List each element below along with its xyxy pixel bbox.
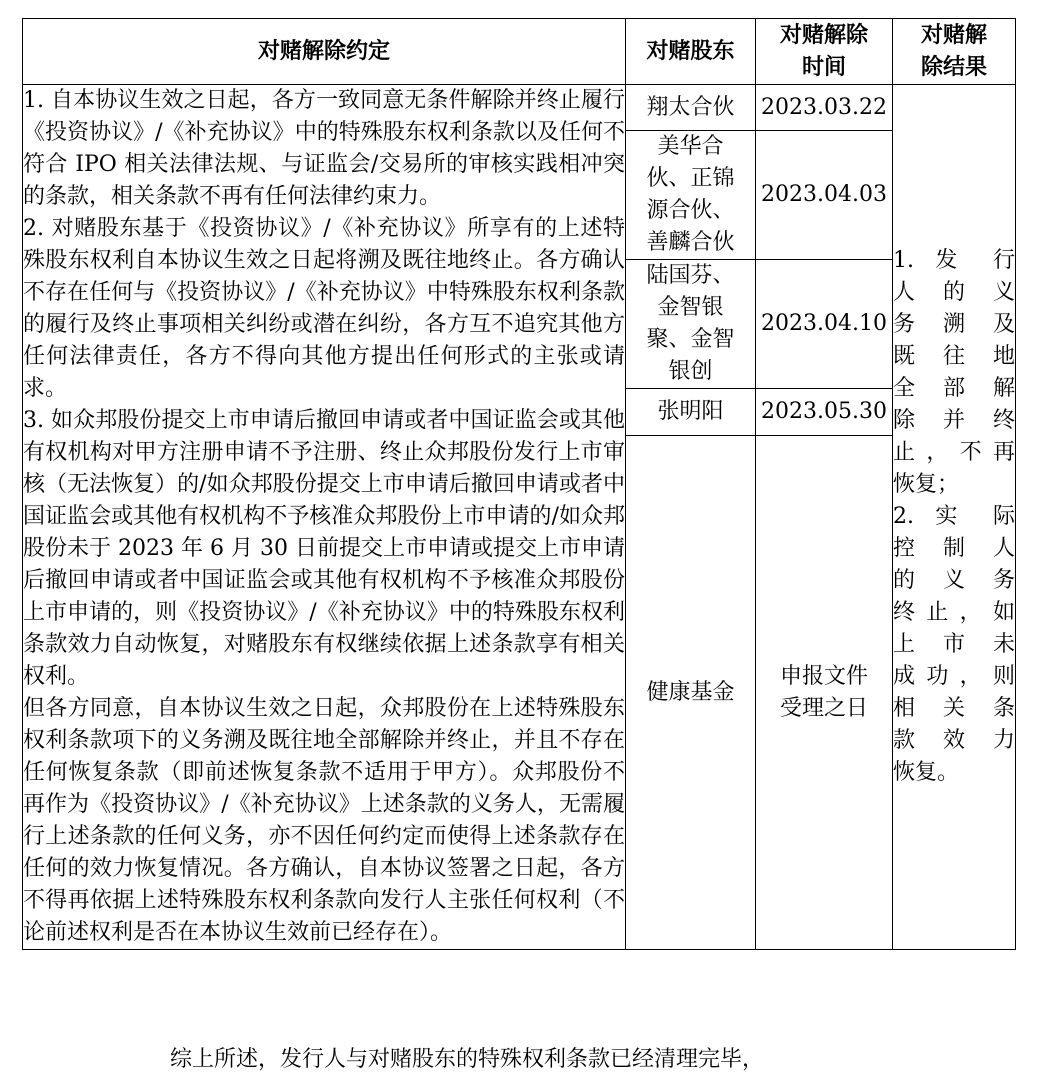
result-line: 相 关 条 (893, 696, 1015, 721)
result-line: 全 部 解 (893, 376, 1015, 401)
shareholder-line: 伙、正锦 (646, 166, 735, 191)
date-cell: 2023.04.10 (756, 260, 893, 389)
shareholder-cell (626, 260, 756, 389)
result-line: 务 溯 及 (893, 312, 1015, 337)
header-result-line1: 对赌解 (920, 22, 987, 48)
header-row (23, 19, 1016, 85)
result-line: 恢复； (893, 472, 960, 497)
header-shareholder: 对赌股东 (626, 19, 756, 85)
date-line: 受理之日 (779, 695, 868, 721)
result-line: 成功，则 (893, 664, 1015, 689)
terms-paragraph-2: 2. 对赌股东基于《投资协议》/《补充协议》所享有的上述特殊股东权利自本协议生效之日起将溯及既往地终止。各方确认不存在任何与《投资协议》/《补充协议》中特殊股东权利条款的履行及终止事项相关纠纷或潜在纠纷，各方互不追究其他方任何法律责任，各方不得向其他方提出任何形式的主张或请求。 (23, 216, 625, 401)
result-line: 的 义 务 (893, 568, 1015, 593)
result-line: 控 制 人 (893, 536, 1015, 561)
shareholder-line: 源合伙、 (646, 198, 735, 223)
footer-text: 综上所述，发行人与对赌股东的特殊权利条款已经清理完毕， (170, 1047, 765, 1072)
shareholder-line: 翔太合伙 (646, 94, 735, 120)
terms-paragraph-3: 3. 如众邦股份提交上市申请后撤回申请或者中国证监会或其他有权机构对甲方注册申请不予注册、终止众邦股份发行上市审核（无法恢复）的/如众邦股份提交上市申请后撤回申请或者中国证监会或其他有权机构不予核准众邦股份上市申请的/如众邦股份未于 2023 年 6 月 30 日前提交上市申请或提交上市申请后撤回申请或者中国证监会或其他有权机构不予核准众邦股份上市申请的，则《投资协议》/《补充协议》中的特殊股东权利条款效力自动恢复，对赌股东有权继续依据上述条款享有相关权利。 (23, 408, 625, 689)
date-cell: 2023.04.03 (756, 131, 893, 260)
terms-paragraph-1: 1. 自本协议生效之日起，各方一致同意无条件解除并终止履行《投资协议》/《补充协议》中的特殊股东权利条款以及任何不符合 IPO 相关法律法规、与证监会/交易所的审核实践相冲突的条款，相关条款不再有任何法律约束力。 (23, 88, 625, 209)
shareholder-line: 善麟合伙 (646, 230, 735, 255)
shareholder-line: 健康基金 (646, 679, 735, 705)
result-line: 上 市 未 (893, 632, 1015, 657)
anti-dilution-agreement-table (22, 18, 1016, 950)
result-line: 终止，如 (893, 600, 1015, 625)
result-line: 既 往 地 (893, 344, 1015, 369)
shareholder-cell (626, 131, 756, 260)
terms-cell (23, 85, 626, 950)
shareholder-cell (626, 436, 756, 950)
header-time (756, 19, 893, 85)
shareholder-cell (626, 389, 756, 436)
result-line: 止，不再 (893, 440, 1015, 465)
shareholder-line: 聚、金智 (646, 327, 735, 352)
date-cell (756, 436, 893, 950)
shareholder-line: 美华合 (657, 134, 724, 159)
terms-paragraph-4: 但各方同意，自本协议生效之日起，众邦股份在上述特殊股东权利条款项下的义务溯及既往地全部解除并终止，并且不存在任何恢复条款（即前述恢复条款不适用于甲方）。众邦股份不再作为《投资协议》/《补充协议》上述条款的义务人，无需履行上述条款的任何义务，亦不因任何约定而使得上述条款存在任何的效力恢复情况。各方确认，自本协议签署之日起，各方不得再依据上述特殊股东权利条款向发行人主张任何权利（不论前述权利是否在本协议生效前已经存在）。 (23, 696, 625, 945)
result-line: 1. 发 行 (893, 248, 1015, 273)
shareholder-cell (626, 85, 756, 131)
header-result (893, 19, 1016, 85)
result-line: 除 并 终 (893, 408, 1015, 433)
header-terms: 对赌解除约定 (23, 19, 626, 85)
date-cell: 2023.05.30 (756, 389, 893, 436)
result-line: 人 的 义 (893, 280, 1015, 305)
header-time-line2: 时间 (801, 54, 846, 80)
result-line: 款 效 力 (893, 728, 1015, 753)
date-line: 申报文件 (779, 663, 868, 689)
table-row (23, 85, 1016, 131)
header-time-line1: 对赌解除 (779, 22, 868, 48)
shareholder-line: 银创 (668, 359, 713, 384)
header-result-line2: 除结果 (920, 54, 987, 80)
shareholder-line: 张明阳 (657, 399, 724, 424)
shareholder-line: 金智银 (657, 295, 724, 320)
date-cell: 2023.03.22 (756, 85, 893, 131)
result-line: 恢复。 (893, 760, 960, 785)
result-line: 2. 实 际 (893, 504, 1015, 529)
result-cell (893, 85, 1016, 950)
shareholder-line: 陆国芬、 (646, 263, 735, 288)
